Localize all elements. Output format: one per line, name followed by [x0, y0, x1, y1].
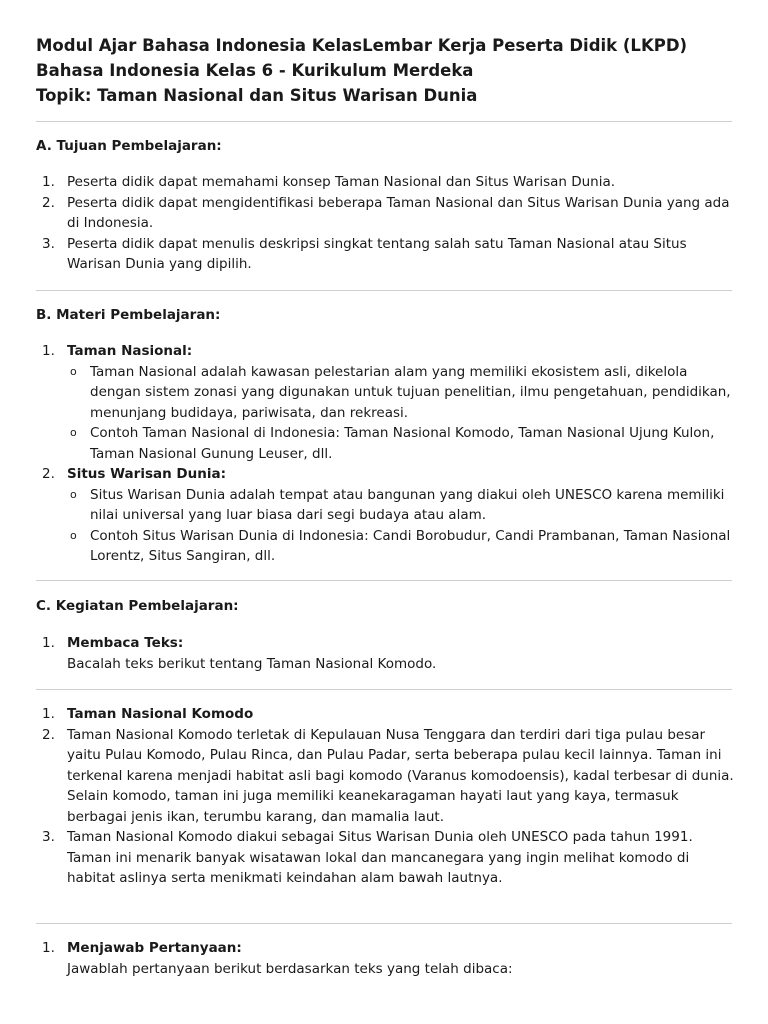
circle-bullet-icon: o	[70, 364, 77, 378]
activity-text: Jawablah pertanyaan berikut berdasarkan teks yang telah dibaca:	[67, 960, 513, 977]
title-line-1: Modul Ajar Bahasa Indonesia KelasLembar Kerja Peserta Didik (LKPD)	[36, 36, 688, 55]
title-line-2: Bahasa Indonesia Kelas 6 - Kurikulum Merdeka	[36, 61, 474, 80]
list-item	[36, 464, 736, 567]
section-b-heading: B. Materi Pembelajaran:	[36, 307, 221, 323]
reading-title: Taman Nasional Komodo	[67, 706, 254, 722]
reading-paragraph: Taman Nasional Komodo terletak di Kepulauan Nusa Tenggara dan terdiri dari tiga pulau besar yaitu Pulau Komodo, Pulau Rinca, dan Pulau Padar, serta beberapa pulau kecil lainnya. Taman ini terkenal karena menjadi habitat asli bagi komodo (Varanus komodoensis), kadal terbesar di dunia. Selain komodo, taman ini juga memiliki keanekaragaman hayati laut yang kaya, termasuk berbagai jenis ikan, terumbu karang, dan mamalia laut.	[67, 726, 734, 825]
list-item	[36, 704, 736, 725]
section-c-heading: C. Kegiatan Pembelajaran:	[36, 598, 239, 614]
section-a-heading: A. Tujuan Pembelajaran:	[36, 138, 222, 154]
list-item	[36, 234, 736, 275]
activity-2	[36, 938, 736, 979]
list-item-text: Peserta didik dapat mengidentifikasi beberapa Taman Nasional dan Situs Warisan Dunia yang ada di Indonesia.	[67, 194, 730, 231]
title-line-3: Topik: Taman Nasional dan Situs Warisan Dunia	[36, 86, 478, 105]
sub-list-item	[67, 485, 736, 526]
sub-list-item	[67, 362, 736, 424]
activity-label: Membaca Teks:	[67, 635, 184, 651]
sub-list-item	[67, 526, 736, 567]
divider	[36, 121, 732, 122]
activity-label: Menjawab Pertanyaan:	[67, 940, 242, 956]
circle-bullet-icon: o	[70, 528, 77, 542]
divider	[36, 689, 732, 690]
activity-text: Bacalah teks berikut tentang Taman Nasional Komodo.	[67, 655, 437, 672]
reading-paragraph: Taman Nasional Komodo diakui sebagai Situs Warisan Dunia oleh UNESCO pada tahun 1991. Taman ini menarik banyak wisatawan lokal dan mancanegara yang ingin melihat komodo di habitat aslinya serta menikmati keindahan alam bawah lautnya.	[67, 829, 693, 886]
list-item-label: Situs Warisan Dunia:	[67, 466, 226, 482]
list-number: 2.	[42, 194, 55, 211]
list-item	[36, 725, 736, 828]
sub-list-item-text: Taman Nasional adalah kawasan pelestarian alam yang memiliki ekosistem asli, dikelola dengan sistem zonasi yang digunakan untuk tujuan penelitian, ilmu pengetahuan, pendidikan, menunjang budidaya, pariwisata, dan rekreasi.	[90, 363, 731, 421]
section-a-list	[36, 172, 736, 275]
list-number: 2.	[42, 726, 55, 743]
list-item	[36, 938, 736, 979]
list-number: 1.	[42, 343, 55, 359]
list-item	[36, 172, 736, 193]
list-item	[36, 341, 736, 464]
list-number: 1.	[42, 174, 55, 190]
sub-list-item-text: Contoh Taman Nasional di Indonesia: Taman Nasional Komodo, Taman Nasional Ujung Kulon, Taman Nasional Gunung Leuser, dll.	[90, 425, 715, 462]
document-title	[36, 33, 687, 108]
section-b-list	[36, 341, 736, 567]
circle-bullet-icon: o	[70, 426, 77, 439]
list-number: 3.	[42, 235, 55, 252]
activity-1	[36, 633, 736, 674]
list-number: 3.	[42, 829, 55, 845]
list-number: 1.	[42, 635, 55, 651]
list-item-text: Peserta didik dapat memahami konsep Taman Nasional dan Situs Warisan Dunia.	[67, 174, 616, 190]
circle-bullet-icon: o	[70, 487, 77, 501]
divider	[36, 580, 732, 581]
list-item-label: Taman Nasional:	[67, 343, 193, 359]
list-item	[36, 633, 736, 674]
divider	[36, 923, 732, 924]
list-number: 2.	[42, 466, 55, 482]
list-number: 1.	[42, 706, 55, 722]
list-item	[36, 827, 736, 889]
sub-list-item	[67, 423, 736, 464]
sub-list-item-text: Contoh Situs Warisan Dunia di Indonesia: Candi Borobudur, Candi Prambanan, Taman Nasional Lorentz, Situs Sangiran, dll.	[90, 527, 731, 564]
divider	[36, 290, 732, 291]
reading-text	[36, 704, 736, 889]
list-item	[36, 193, 736, 234]
list-item-text: Peserta didik dapat menulis deskripsi singkat tentang salah satu Taman Nasional atau Situs Warisan Dunia yang dipilih.	[67, 235, 687, 272]
sub-list-item-text: Situs Warisan Dunia adalah tempat atau bangunan yang diakui oleh UNESCO karena memiliki nilai universal yang luar biasa dari segi budaya atau alam.	[90, 486, 725, 523]
list-number: 1.	[42, 940, 55, 956]
